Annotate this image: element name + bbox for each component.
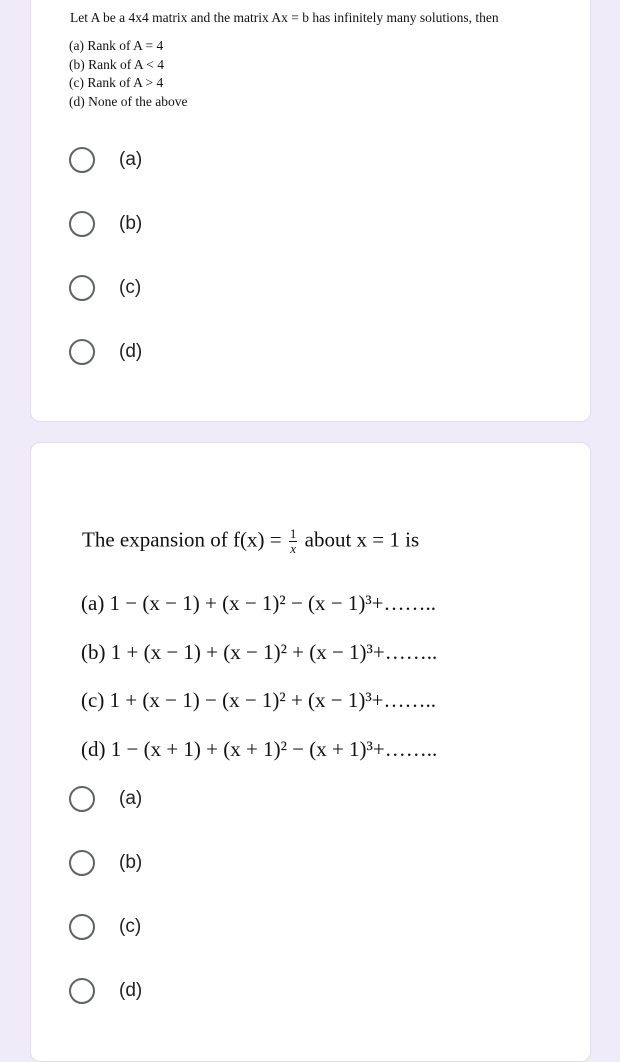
question-card-2 <box>30 442 591 1062</box>
question-1-option-list <box>69 37 187 111</box>
question-2-option-text: (c) 1 + (x − 1) − (x − 1)² + (x − 1)³+…….. <box>81 688 437 713</box>
question-2-choice-c[interactable] <box>69 907 141 947</box>
question-2-option-text: (d) 1 − (x + 1) + (x + 1)² − (x + 1)³+…….. <box>81 737 438 762</box>
radio-button-icon[interactable] <box>69 211 95 237</box>
question-1-option-text: (b) Rank of A < 4 <box>69 56 164 72</box>
choice-label: (d) <box>119 341 143 362</box>
radio-button-icon[interactable] <box>69 275 95 301</box>
question-1-choice-b[interactable] <box>69 204 142 244</box>
question-2-choice-d[interactable] <box>69 971 142 1011</box>
question-2-option-text: (a) 1 − (x − 1) + (x − 1)² − (x − 1)³+…….. <box>81 591 437 615</box>
question-1-choice-a[interactable] <box>69 140 142 180</box>
question-1-choice-c[interactable] <box>69 268 141 308</box>
question-1-option-text: (d) None of the above <box>69 93 188 109</box>
question-2-title-suffix: about x = 1 is <box>299 527 420 552</box>
radio-button-icon[interactable] <box>69 147 95 173</box>
choice-label: (a) <box>119 788 143 809</box>
question-2-choice-b[interactable] <box>69 843 142 883</box>
question-2-title <box>82 527 419 556</box>
radio-button-icon[interactable] <box>69 339 95 365</box>
choice-label: (c) <box>119 277 142 298</box>
choice-label: (d) <box>119 980 143 1001</box>
choice-label: (b) <box>119 213 143 234</box>
question-2-option-text: (b) 1 + (x − 1) + (x − 1)² + (x − 1)³+…….. <box>81 639 438 664</box>
question-1-text: Let A be a 4x4 matrix and the matrix Ax = b has infinitely many solutions, then <box>70 10 499 25</box>
choice-label: (c) <box>119 916 142 937</box>
radio-button-icon[interactable] <box>69 914 95 940</box>
question-2-title-prefix: The expansion of f(x) = <box>82 527 287 552</box>
question-1-option-text: (c) Rank of A > 4 <box>69 75 164 91</box>
question-1-choice-d[interactable] <box>69 332 142 372</box>
fraction-numerator: 1 <box>289 526 297 541</box>
radio-button-icon[interactable] <box>69 850 95 876</box>
radio-button-icon[interactable] <box>69 786 95 812</box>
fraction-denominator: x <box>290 541 297 556</box>
choice-label: (a) <box>119 149 143 170</box>
question-2-option-list <box>81 579 437 774</box>
fraction <box>289 527 298 556</box>
radio-button-icon[interactable] <box>69 978 95 1004</box>
choice-label: (b) <box>119 852 143 873</box>
question-card-1 <box>30 0 591 422</box>
question-1-option-text: (a) Rank of A = 4 <box>69 38 164 53</box>
question-2-choice-a[interactable] <box>69 779 142 819</box>
